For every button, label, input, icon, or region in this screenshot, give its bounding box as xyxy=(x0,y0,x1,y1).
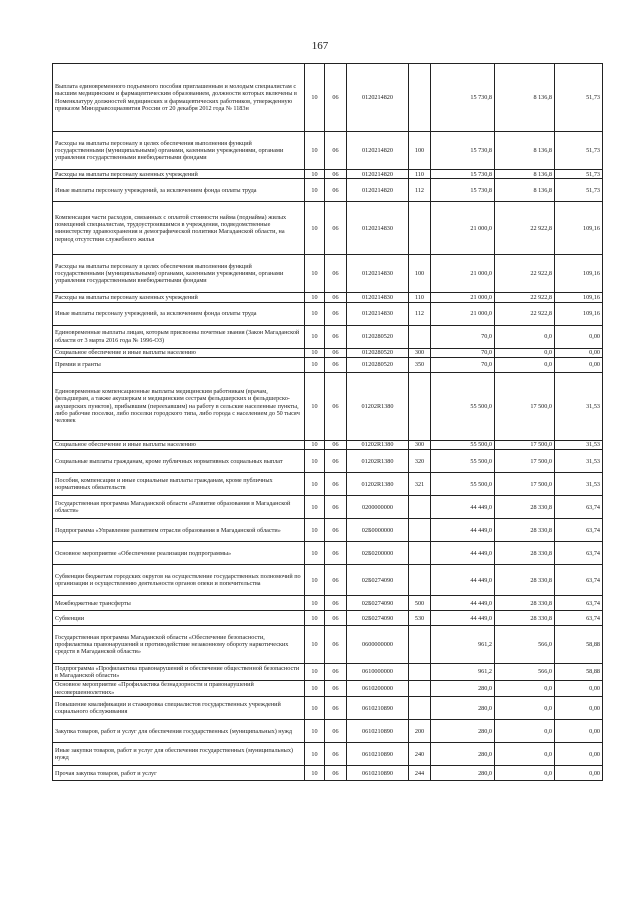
executed-amount: 17 500,0 xyxy=(495,440,555,449)
executed-amount: 0,0 xyxy=(495,720,555,743)
executed-amount: 0,0 xyxy=(495,743,555,766)
budget-item-name: Выплата единовременного подъемного пособия приглашенным и молодым специалистам с высшим медицинским и фармацевтическим образованием, должности которых включены в Номенклатуру должностей медицинских и фармацевтических работников, утвержденную приказом Минздравсоциазвития России от 20 декабря 2012 года № 1183н xyxy=(53,64,305,132)
planned-amount: 280,0 xyxy=(431,766,495,781)
executed-amount: 8 136,8 xyxy=(495,132,555,170)
subsection-code: 06 xyxy=(325,473,347,496)
section-code: 10 xyxy=(305,664,325,681)
target-article-code: 0200000000 xyxy=(347,496,409,519)
planned-amount: 70,0 xyxy=(431,325,495,348)
subsection-code: 06 xyxy=(325,372,347,440)
planned-amount: 21 000,0 xyxy=(431,202,495,255)
executed-amount: 28 330,8 xyxy=(495,565,555,596)
executed-amount: 28 330,8 xyxy=(495,611,555,626)
expense-type-code: 320 xyxy=(409,450,431,473)
section-code: 10 xyxy=(305,496,325,519)
target-article-code: 01202R1380 xyxy=(347,473,409,496)
execution-percent: 51,73 xyxy=(555,132,603,170)
section-code: 10 xyxy=(305,348,325,357)
execution-percent: 63,74 xyxy=(555,542,603,565)
execution-percent: 0,00 xyxy=(555,697,603,720)
target-article-code: 0120214830 xyxy=(347,302,409,325)
target-article-code: 0120280520 xyxy=(347,348,409,357)
execution-percent: 109,16 xyxy=(555,202,603,255)
target-article-code: 0610210890 xyxy=(347,766,409,781)
execution-percent: 0,00 xyxy=(555,348,603,357)
target-article-code: 01202R1380 xyxy=(347,440,409,449)
subsection-code: 06 xyxy=(325,348,347,357)
executed-amount: 566,0 xyxy=(495,626,555,664)
table-row xyxy=(53,496,603,519)
execution-percent: 109,16 xyxy=(555,293,603,302)
page-number: 167 xyxy=(311,40,329,52)
table-body xyxy=(53,64,603,781)
expense-type-code: 200 xyxy=(409,720,431,743)
section-code: 10 xyxy=(305,565,325,596)
planned-amount: 44 449,0 xyxy=(431,611,495,626)
planned-amount: 21 000,0 xyxy=(431,302,495,325)
execution-percent: 63,74 xyxy=(555,565,603,596)
executed-amount: 0,0 xyxy=(495,680,555,697)
subsection-code: 06 xyxy=(325,357,347,372)
planned-amount: 55 500,0 xyxy=(431,450,495,473)
subsection-code: 06 xyxy=(325,743,347,766)
subsection-code: 06 xyxy=(325,202,347,255)
target-article-code: 0120214830 xyxy=(347,202,409,255)
expense-type-code xyxy=(409,680,431,697)
executed-amount: 28 330,8 xyxy=(495,496,555,519)
section-code: 10 xyxy=(305,680,325,697)
budget-item-name: Расходы на выплаты персоналу в целях обеспечения выполнения функций государственными (муниципальными) органами, казенными учреждениями, органами управления государственными внебюджетными фондами xyxy=(53,255,305,293)
planned-amount: 15 730,8 xyxy=(431,170,495,179)
table-row xyxy=(53,596,603,611)
budget-item-name: Расходы на выплаты персоналу в целях обеспечения выполнения функций государственными (муниципальными) органами, казенными учреждениями, органами управления государственными внебюджетными фондами xyxy=(53,132,305,170)
subsection-code: 06 xyxy=(325,132,347,170)
section-code: 10 xyxy=(305,179,325,202)
section-code: 10 xyxy=(305,302,325,325)
table-row xyxy=(53,170,603,179)
budget-item-name: Расходы на выплаты персоналу казенных учреждений xyxy=(53,293,305,302)
target-article-code: 0120214830 xyxy=(347,255,409,293)
executed-amount: 8 136,8 xyxy=(495,170,555,179)
expense-type-code: 244 xyxy=(409,766,431,781)
expense-type-code: 100 xyxy=(409,132,431,170)
budget-item-name: Повышение квалификации и стажировка специалистов государственных учреждений социального обслуживания xyxy=(53,697,305,720)
target-article-code: 02Б0000000 xyxy=(347,519,409,542)
executed-amount: 28 330,8 xyxy=(495,519,555,542)
execution-percent: 0,00 xyxy=(555,357,603,372)
planned-amount: 280,0 xyxy=(431,743,495,766)
section-code: 10 xyxy=(305,357,325,372)
target-article-code: 0600000000 xyxy=(347,626,409,664)
section-code: 10 xyxy=(305,542,325,565)
target-article-code: 02Б0200000 xyxy=(347,542,409,565)
execution-percent: 58,88 xyxy=(555,626,603,664)
section-code: 10 xyxy=(305,372,325,440)
target-article-code: 02Б0274090 xyxy=(347,565,409,596)
planned-amount: 280,0 xyxy=(431,697,495,720)
planned-amount: 55 500,0 xyxy=(431,440,495,449)
budget-item-name: Иные выплаты персоналу учреждений, за исключением фонда оплаты труда xyxy=(53,302,305,325)
execution-percent: 0,00 xyxy=(555,720,603,743)
target-article-code: 0120214830 xyxy=(347,293,409,302)
budget-item-name: Государственная программа Магаданской области «Обеспечение безопасности, профилактика правонарушений и противодействие незаконному обороту наркотических средств в Магаданской области» xyxy=(53,626,305,664)
table-row xyxy=(53,542,603,565)
budget-item-name: Субвенции бюджетам городских округов на осуществление государственных полномочий по организации и осуществлению деятельности органов опеки и попечительства xyxy=(53,565,305,596)
subsection-code: 06 xyxy=(325,664,347,681)
table-row xyxy=(53,302,603,325)
execution-percent: 0,00 xyxy=(555,325,603,348)
execution-percent: 63,74 xyxy=(555,611,603,626)
planned-amount: 15 730,8 xyxy=(431,64,495,132)
execution-percent: 0,00 xyxy=(555,743,603,766)
planned-amount: 44 449,0 xyxy=(431,565,495,596)
table-row xyxy=(53,565,603,596)
section-code: 10 xyxy=(305,720,325,743)
planned-amount: 15 730,8 xyxy=(431,132,495,170)
budget-item-name: Социальное обеспечение и иные выплаты населению xyxy=(53,348,305,357)
executed-amount: 22 922,8 xyxy=(495,255,555,293)
expense-type-code: 100 xyxy=(409,255,431,293)
planned-amount: 55 500,0 xyxy=(431,372,495,440)
budget-item-name: Премии и гранты xyxy=(53,357,305,372)
table-row xyxy=(53,473,603,496)
table-row xyxy=(53,611,603,626)
execution-percent: 31,53 xyxy=(555,450,603,473)
subsection-code: 06 xyxy=(325,302,347,325)
budget-item-name: Социальные выплаты гражданам, кроме публичных нормативных социальных выплат xyxy=(53,450,305,473)
executed-amount: 0,0 xyxy=(495,357,555,372)
executed-amount: 17 500,0 xyxy=(495,450,555,473)
expense-type-code xyxy=(409,496,431,519)
budget-item-name: Социальное обеспечение и иные выплаты населению xyxy=(53,440,305,449)
subsection-code: 06 xyxy=(325,64,347,132)
budget-item-name: Иные закупки товаров, работ и услуг для обеспечения государственных (муниципальных) нужд xyxy=(53,743,305,766)
target-article-code: 02Б0274090 xyxy=(347,596,409,611)
expense-type-code: 530 xyxy=(409,611,431,626)
planned-amount: 44 449,0 xyxy=(431,496,495,519)
section-code: 10 xyxy=(305,132,325,170)
budget-item-name: Расходы на выплаты персоналу казенных учреждений xyxy=(53,170,305,179)
budget-item-name: Основное мероприятие «Профилактика безнадзорности и правонарушений несовершеннолетних» xyxy=(53,680,305,697)
section-code: 10 xyxy=(305,743,325,766)
expense-type-code: 112 xyxy=(409,179,431,202)
subsection-code: 06 xyxy=(325,440,347,449)
budget-item-name: Иные выплаты персоналу учреждений, за исключением фонда оплаты труда xyxy=(53,179,305,202)
execution-percent: 51,73 xyxy=(555,64,603,132)
expense-type-code: 321 xyxy=(409,473,431,496)
planned-amount: 55 500,0 xyxy=(431,473,495,496)
planned-amount: 961,2 xyxy=(431,664,495,681)
planned-amount: 44 449,0 xyxy=(431,519,495,542)
executed-amount: 22 922,8 xyxy=(495,302,555,325)
table-row xyxy=(53,202,603,255)
section-code: 10 xyxy=(305,473,325,496)
expense-type-code: 500 xyxy=(409,596,431,611)
execution-percent: 109,16 xyxy=(555,255,603,293)
section-code: 10 xyxy=(305,440,325,449)
subsection-code: 06 xyxy=(325,626,347,664)
planned-amount: 280,0 xyxy=(431,680,495,697)
expense-type-code xyxy=(409,626,431,664)
planned-amount: 70,0 xyxy=(431,357,495,372)
planned-amount: 44 449,0 xyxy=(431,542,495,565)
expense-type-code: 350 xyxy=(409,357,431,372)
executed-amount: 0,0 xyxy=(495,325,555,348)
section-code: 10 xyxy=(305,64,325,132)
expense-type-code xyxy=(409,519,431,542)
planned-amount: 21 000,0 xyxy=(431,293,495,302)
table-row xyxy=(53,697,603,720)
subsection-code: 06 xyxy=(325,450,347,473)
planned-amount: 44 449,0 xyxy=(431,596,495,611)
expense-type-code xyxy=(409,325,431,348)
execution-percent: 0,00 xyxy=(555,766,603,781)
execution-percent: 0,00 xyxy=(555,680,603,697)
budget-item-name: Государственная программа Магаданской области «Развитие образования в Магаданской области» xyxy=(53,496,305,519)
target-article-code: 0610210890 xyxy=(347,720,409,743)
table-row xyxy=(53,179,603,202)
target-article-code: 0120214820 xyxy=(347,179,409,202)
executed-amount: 28 330,8 xyxy=(495,542,555,565)
table-row xyxy=(53,450,603,473)
executed-amount: 22 922,8 xyxy=(495,202,555,255)
execution-percent: 31,53 xyxy=(555,440,603,449)
planned-amount: 280,0 xyxy=(431,720,495,743)
target-article-code: 02Б0274090 xyxy=(347,611,409,626)
target-article-code: 01202R1380 xyxy=(347,450,409,473)
budget-item-name: Компенсация части расходов, связанных с оплатой стоимости найма (поднайма) жилых помещений специалистам, трудоустроившимся в учреждения, подведомственные министерству здравоохранения и демографической политики Магаданской области, на период отсутствия служебного жилья xyxy=(53,202,305,255)
subsection-code: 06 xyxy=(325,611,347,626)
subsection-code: 06 xyxy=(325,720,347,743)
table-row xyxy=(53,680,603,697)
table-row xyxy=(53,293,603,302)
section-code: 10 xyxy=(305,611,325,626)
expense-type-code xyxy=(409,64,431,132)
target-article-code: 0120280520 xyxy=(347,325,409,348)
subsection-code: 06 xyxy=(325,596,347,611)
target-article-code: 0610210890 xyxy=(347,743,409,766)
expense-type-code xyxy=(409,542,431,565)
expense-type-code xyxy=(409,372,431,440)
expense-type-code: 112 xyxy=(409,302,431,325)
target-article-code: 0120214820 xyxy=(347,132,409,170)
subsection-code: 06 xyxy=(325,293,347,302)
executed-amount: 8 136,8 xyxy=(495,179,555,202)
executed-amount: 22 922,8 xyxy=(495,293,555,302)
section-code: 10 xyxy=(305,519,325,542)
executed-amount: 8 136,8 xyxy=(495,64,555,132)
execution-percent: 31,53 xyxy=(555,372,603,440)
expense-type-code: 110 xyxy=(409,293,431,302)
expense-type-code: 300 xyxy=(409,440,431,449)
expense-type-code: 240 xyxy=(409,743,431,766)
subsection-code: 06 xyxy=(325,170,347,179)
budget-item-name: Прочая закупка товаров, работ и услуг xyxy=(53,766,305,781)
executed-amount: 0,0 xyxy=(495,348,555,357)
table-row xyxy=(53,664,603,681)
executed-amount: 0,0 xyxy=(495,697,555,720)
section-code: 10 xyxy=(305,202,325,255)
budget-item-name: Закупка товаров, работ и услуг для обеспечения государственных (муниципальных) нужд xyxy=(53,720,305,743)
expense-type-code xyxy=(409,565,431,596)
section-code: 10 xyxy=(305,626,325,664)
subsection-code: 06 xyxy=(325,179,347,202)
target-article-code: 01202R1380 xyxy=(347,372,409,440)
target-article-code: 0120280520 xyxy=(347,357,409,372)
table-row xyxy=(53,357,603,372)
section-code: 10 xyxy=(305,450,325,473)
target-article-code: 0610210890 xyxy=(347,697,409,720)
subsection-code: 06 xyxy=(325,496,347,519)
target-article-code: 0120214820 xyxy=(347,64,409,132)
table-row xyxy=(53,766,603,781)
table-row xyxy=(53,132,603,170)
budget-item-name: Единовременные выплаты лицам, которым присвоены почетные звания (Закон Магаданской области от 3 марта 2016 года № 1996-ОЗ) xyxy=(53,325,305,348)
execution-percent: 51,73 xyxy=(555,179,603,202)
planned-amount: 15 730,8 xyxy=(431,179,495,202)
executed-amount: 17 500,0 xyxy=(495,473,555,496)
subsection-code: 06 xyxy=(325,255,347,293)
expense-type-code: 110 xyxy=(409,170,431,179)
section-code: 10 xyxy=(305,293,325,302)
target-article-code: 0120214820 xyxy=(347,170,409,179)
expense-type-code: 300 xyxy=(409,348,431,357)
section-code: 10 xyxy=(305,766,325,781)
table-row xyxy=(53,743,603,766)
execution-percent: 63,74 xyxy=(555,519,603,542)
budget-item-name: Субвенции xyxy=(53,611,305,626)
expense-type-code xyxy=(409,697,431,720)
executed-amount: 0,0 xyxy=(495,766,555,781)
subsection-code: 06 xyxy=(325,325,347,348)
table-row xyxy=(53,348,603,357)
execution-percent: 63,74 xyxy=(555,596,603,611)
section-code: 10 xyxy=(305,170,325,179)
subsection-code: 06 xyxy=(325,519,347,542)
subsection-code: 06 xyxy=(325,697,347,720)
planned-amount: 21 000,0 xyxy=(431,255,495,293)
table-row xyxy=(53,720,603,743)
budget-item-name: Единовременные компенсационные выплаты медицинским работникам (врачам, фельдшерам, а также акушеркам и медицинским сестрам фельдшерских и фельдшерско-акушерских пунктов), прибывшим (переехавшим) на работу в сельские населенные пункты, либо рабочие поселки, либо поселки городского типа, либо города с населением до 50 тысяч человек xyxy=(53,372,305,440)
section-code: 10 xyxy=(305,325,325,348)
budget-execution-table xyxy=(52,63,603,781)
budget-item-name: Основное мероприятие «Обеспечение реализации подпрограммы» xyxy=(53,542,305,565)
budget-item-name: Межбюджетные трансферты xyxy=(53,596,305,611)
table-row xyxy=(53,440,603,449)
section-code: 10 xyxy=(305,255,325,293)
planned-amount: 70,0 xyxy=(431,348,495,357)
executed-amount: 28 330,8 xyxy=(495,596,555,611)
execution-percent: 31,53 xyxy=(555,473,603,496)
section-code: 10 xyxy=(305,697,325,720)
table-row xyxy=(53,64,603,132)
target-article-code: 0610200000 xyxy=(347,680,409,697)
execution-percent: 58,88 xyxy=(555,664,603,681)
subsection-code: 06 xyxy=(325,680,347,697)
planned-amount: 961,2 xyxy=(431,626,495,664)
execution-percent: 51,73 xyxy=(555,170,603,179)
table-row xyxy=(53,325,603,348)
subsection-code: 06 xyxy=(325,565,347,596)
section-code: 10 xyxy=(305,596,325,611)
budget-item-name: Подпрограмма «Профилактика правонарушений и обеспечение общественной безопасности в Магаданской области» xyxy=(53,664,305,681)
target-article-code: 0610000000 xyxy=(347,664,409,681)
execution-percent: 109,16 xyxy=(555,302,603,325)
executed-amount: 17 500,0 xyxy=(495,372,555,440)
budget-item-name: Пособия, компенсации и иные социальные выплаты гражданам, кроме публичных нормативных обязательств xyxy=(53,473,305,496)
execution-percent: 63,74 xyxy=(555,496,603,519)
table-row xyxy=(53,519,603,542)
expense-type-code xyxy=(409,664,431,681)
subsection-code: 06 xyxy=(325,542,347,565)
table-row xyxy=(53,626,603,664)
executed-amount: 566,0 xyxy=(495,664,555,681)
table-row xyxy=(53,372,603,440)
table-row xyxy=(53,255,603,293)
budget-item-name: Подпрограмма «Управление развитием отрасли образования в Магаданской области» xyxy=(53,519,305,542)
expense-type-code xyxy=(409,202,431,255)
subsection-code: 06 xyxy=(325,766,347,781)
